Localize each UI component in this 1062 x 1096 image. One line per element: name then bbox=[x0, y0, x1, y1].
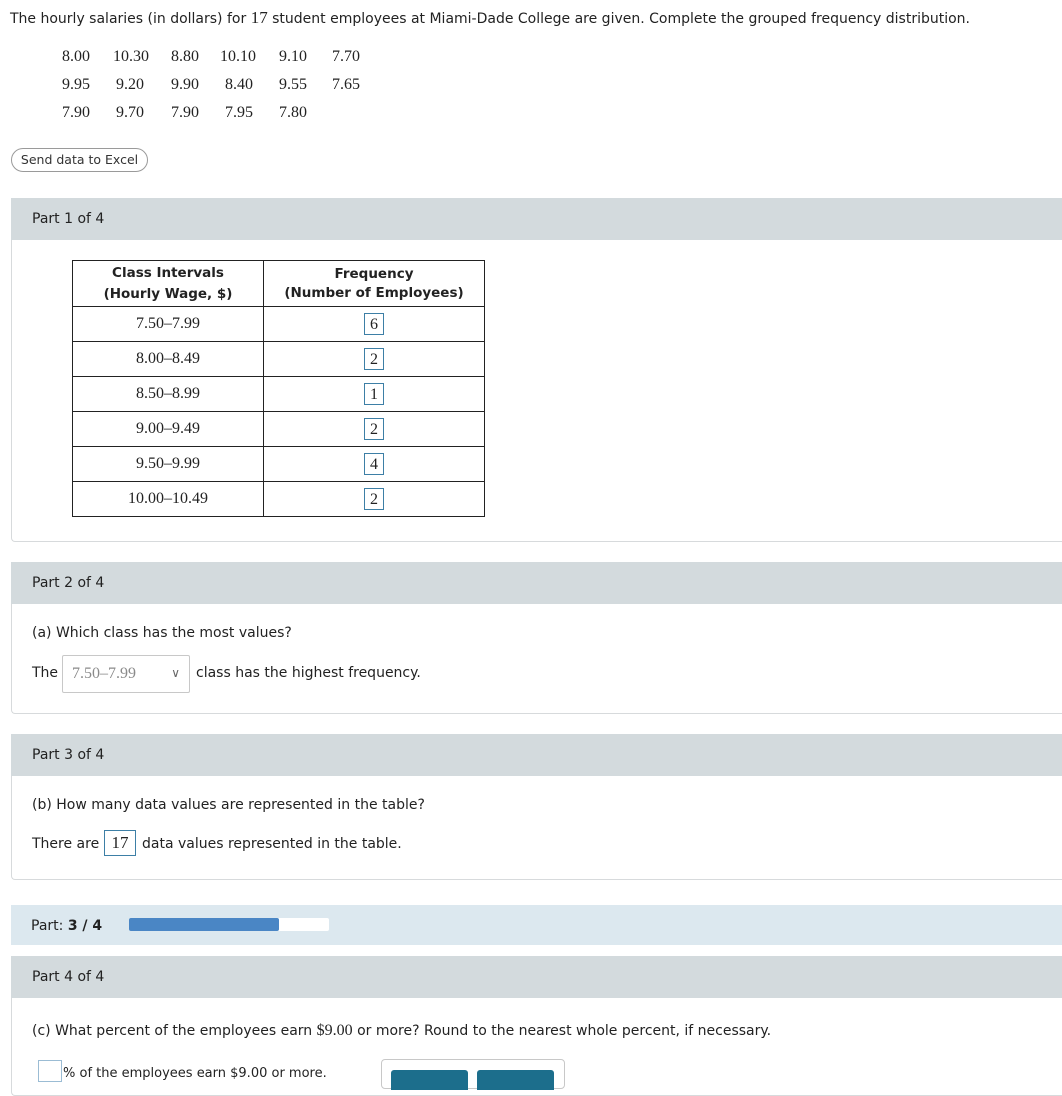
part4-question bbox=[32, 1022, 771, 1040]
table-row bbox=[73, 307, 485, 342]
class-interval: 8.50–8.99 bbox=[73, 377, 264, 412]
data-value: 7.80 bbox=[279, 104, 307, 121]
part2-question: (a) Which class has the most values? bbox=[32, 625, 292, 641]
data-value: 8.80 bbox=[171, 48, 199, 65]
part2-title: Part 2 of 4 bbox=[32, 575, 105, 591]
part3-answer-suffix: data values represented in the table. bbox=[142, 836, 402, 852]
class-interval: 9.00–9.49 bbox=[73, 412, 264, 447]
class-interval: 10.00–10.49 bbox=[73, 482, 264, 517]
class-interval: 7.50–7.99 bbox=[73, 307, 264, 342]
intro-after: student employees at Miami-Dade College are given. Complete the grouped frequency distribution. bbox=[267, 11, 970, 27]
part3-title: Part 3 of 4 bbox=[32, 747, 105, 763]
frequency-cell bbox=[264, 342, 485, 377]
part2-answer-prefix: The bbox=[32, 665, 59, 681]
problem-statement bbox=[10, 8, 970, 28]
class-interval: 9.50–9.99 bbox=[73, 447, 264, 482]
data-value: 9.55 bbox=[279, 76, 307, 93]
data-value: 10.30 bbox=[113, 48, 149, 65]
progress-value: 3 / 4 bbox=[67, 918, 103, 934]
frequency-input[interactable]: 6 bbox=[364, 313, 384, 335]
data-value: 7.90 bbox=[171, 104, 199, 121]
tool-button[interactable] bbox=[477, 1070, 554, 1090]
part4-question-before: (c) What percent of the employees earn bbox=[32, 1023, 317, 1039]
class-intervals-header bbox=[73, 261, 264, 307]
part4-title: Part 4 of 4 bbox=[32, 969, 105, 985]
part2-header bbox=[11, 562, 1062, 604]
frequency-input[interactable]: 2 bbox=[364, 488, 384, 510]
percent-input[interactable] bbox=[38, 1060, 62, 1082]
frequency-cell bbox=[264, 482, 485, 517]
data-value: 9.20 bbox=[116, 76, 144, 93]
data-value: 10.10 bbox=[220, 48, 256, 65]
part3-header bbox=[11, 734, 1062, 776]
col1-header-line1: Class Intervals bbox=[112, 265, 224, 281]
table-row bbox=[73, 377, 485, 412]
chevron-down-icon: ∨ bbox=[171, 666, 180, 680]
data-value: 9.70 bbox=[116, 104, 144, 121]
frequency-input[interactable]: 4 bbox=[364, 453, 384, 475]
data-value: 8.40 bbox=[225, 76, 253, 93]
table-row bbox=[73, 342, 485, 377]
progress-label bbox=[31, 918, 102, 934]
frequency-input[interactable]: 2 bbox=[364, 418, 384, 440]
answer-tools bbox=[381, 1059, 565, 1089]
part4-header bbox=[11, 956, 1062, 998]
data-value: 7.70 bbox=[332, 48, 360, 65]
data-value: 9.90 bbox=[171, 76, 199, 93]
class-select-value: 7.50–7.99 bbox=[72, 665, 136, 682]
progress-fill bbox=[129, 918, 279, 931]
progress-track bbox=[129, 918, 329, 931]
data-value: 7.65 bbox=[332, 76, 360, 93]
col2-header-line1: Frequency bbox=[334, 266, 414, 282]
part4-answer-text: % of the employees earn $9.00 or more. bbox=[63, 1066, 327, 1081]
frequency-header bbox=[264, 261, 485, 307]
frequency-cell bbox=[264, 412, 485, 447]
class-interval: 8.00–8.49 bbox=[73, 342, 264, 377]
part4-amount: $9.00 bbox=[316, 1022, 353, 1039]
send-to-excel-button[interactable]: Send data to Excel bbox=[11, 148, 148, 172]
progress-prefix: Part: bbox=[31, 918, 68, 934]
table-row bbox=[73, 482, 485, 517]
table-header-row bbox=[73, 261, 485, 307]
frequency-table bbox=[72, 260, 485, 517]
tool-button[interactable] bbox=[391, 1070, 468, 1090]
frequency-cell bbox=[264, 447, 485, 482]
col1-header-line2: (Hourly Wage, $) bbox=[103, 286, 233, 302]
class-select[interactable] bbox=[62, 655, 190, 693]
part1-header bbox=[11, 198, 1062, 240]
frequency-input[interactable]: 2 bbox=[364, 348, 384, 370]
data-value: 9.10 bbox=[279, 48, 307, 65]
data-value: 7.90 bbox=[62, 104, 90, 121]
data-count-input[interactable]: 17 bbox=[104, 830, 136, 856]
table-row bbox=[73, 447, 485, 482]
part3-answer-prefix: There are bbox=[32, 836, 100, 852]
frequency-cell bbox=[264, 307, 485, 342]
col2-header-line2: (Number of Employees) bbox=[284, 285, 464, 301]
part3-question: (b) How many data values are represented in the table? bbox=[32, 797, 425, 813]
frequency-input[interactable]: 1 bbox=[364, 383, 384, 405]
part4-question-after: or more? Round to the nearest whole percent, if necessary. bbox=[352, 1023, 772, 1039]
data-value: 7.95 bbox=[225, 104, 253, 121]
part2-answer-suffix: class has the highest frequency. bbox=[196, 665, 421, 681]
table-row bbox=[73, 412, 485, 447]
data-value: 9.95 bbox=[62, 76, 90, 93]
part1-title: Part 1 of 4 bbox=[32, 211, 105, 227]
intro-count: 17 bbox=[250, 8, 268, 27]
data-value: 8.00 bbox=[62, 48, 90, 65]
intro-before: The hourly salaries (in dollars) for bbox=[10, 11, 251, 27]
frequency-cell bbox=[264, 377, 485, 412]
